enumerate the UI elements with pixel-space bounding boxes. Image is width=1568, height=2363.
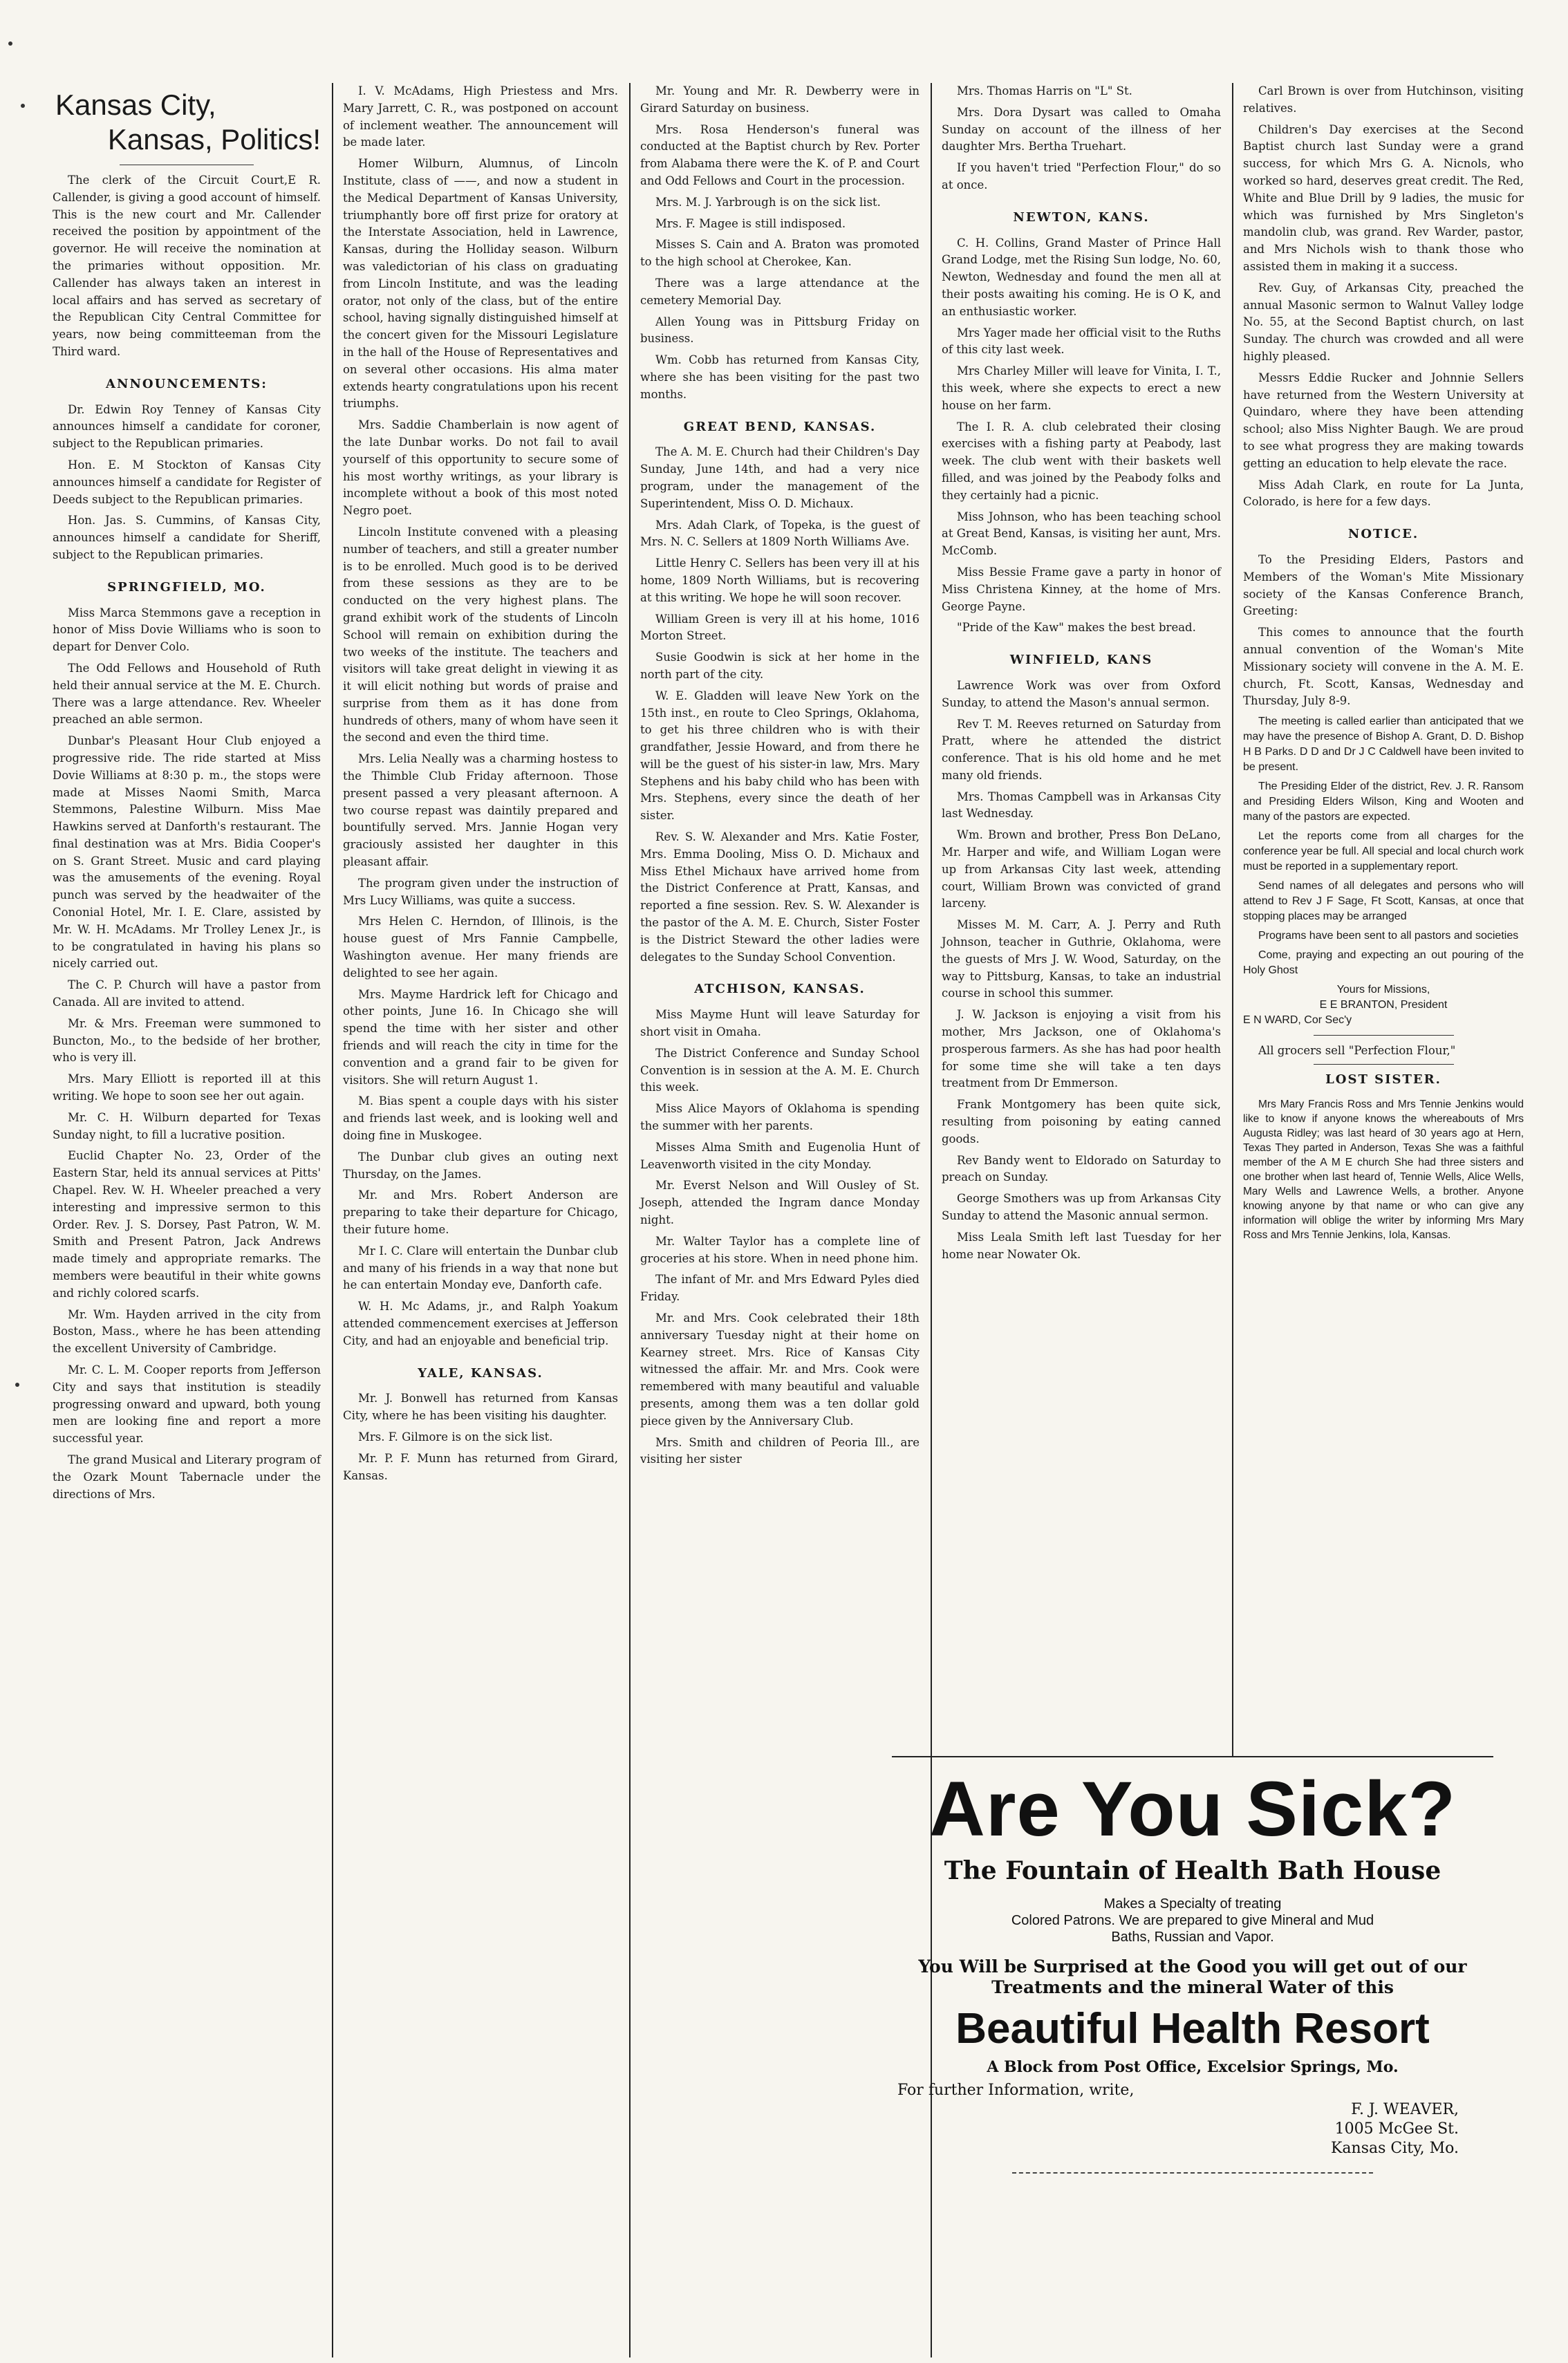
article-paragraph: Homer Wilburn, Alumnus, of Lincoln Institute, class of ——, and now a student in the Medical Department of Kansas University, triumphantly bore off first prize for oratory at the Interstate Association, held in Lawrence, Kansas, during the Holliday season. Wilburn was valedictorian of his class on graduating from Lincoln Institute, and was the leading orator, not only of the class, but of the entire school, having signally distinguished himself at the concert given for the Missouri Legislature in the hall of the House of Representatives and on several other occasions. His alma mater extends hearty congratulations upon his recent triumphs. bbox=[343, 157, 618, 411]
article-paragraph: Mrs. Rosa Henderson's funeral was conducted at the Baptist church by Rev. Porter from Alabama there were the K. of P. and Court and Odd Fellows and Court in the procession. bbox=[640, 122, 920, 187]
article-paragraph: This comes to announce that the fourth annual convention of the Woman's Mite Missionary society will convene in the A. M. E. church, Ft. Scott, Kansas, Wednesday and Thursday, July 8-9. bbox=[1243, 626, 1524, 708]
article-paragraph: The I. R. A. club celebrated their closing exercises with a fishing party at Peabody, last week. The club went with their baskets well filled, and was joined by the Peabody folks and they certainly had a picnic. bbox=[942, 420, 1221, 502]
section-heading-notice: NOTICE. bbox=[1347, 527, 1419, 542]
ad-location: A Block from Post Office, Excelsior Springs, Mo. bbox=[987, 2058, 1399, 2076]
ad-surprise-line: Treatments and the mineral Water of this bbox=[991, 1977, 1394, 1997]
article-paragraph: Let the reports come from all charges for the conference year be full. All special and local church work must be reported in a supplementary report. bbox=[1243, 830, 1524, 873]
article-paragraph: I. V. McAdams, High Priestess and Mrs. Mary Jarrett, C. R., was postponed on account of inclement weather. The announcement will be made later. bbox=[343, 84, 618, 149]
column-4 bbox=[931, 83, 1232, 1756]
column-1 bbox=[41, 83, 332, 2357]
column-2 bbox=[332, 83, 629, 2357]
column-3 bbox=[629, 83, 931, 2357]
article-paragraph: Send names of all delegates and persons who will attend to Rev J F Sage, Ft Scott, Kansas, at once that stopping places may be arranged bbox=[1243, 880, 1524, 923]
article-paragraph: Mrs. F. Magee is still indisposed. bbox=[655, 216, 846, 230]
signature-line: Yours for Missions, bbox=[1336, 984, 1430, 996]
article-paragraph: Rev. Guy, of Arkansas City, preached the annual Masonic sermon to Walnut Valley lodge No. 55, at the Second Baptist church, on last Sunday. The church was crowded and all were highly pleased. bbox=[1243, 281, 1524, 363]
article-paragraph: Miss Johnson, who has been teaching school at Great Bend, Kansas, is visiting her aunt, Mrs. McComb. bbox=[942, 510, 1221, 558]
article-paragraph: Lincoln Institute convened with a pleasing number of teachers, and still a greater number is to be enrolled. Much good is to be derived from these sessions as they are to be conducted on the very highest plans. The grand exhibit work of the students of Lincoln School will remain on exhibition during the two weeks of the institute. The teachers and visitors will take great delight in viewing it as it will elicit nothing but words of praise and surprise from them as it has done from hundreds of others, many of whom have seen it the second and even the third time. bbox=[343, 525, 618, 745]
ad-surprise-line: You Will be Surprised at the Good you will get out of our bbox=[918, 1956, 1467, 1977]
column-5 bbox=[1232, 83, 1535, 1756]
article-paragraph: C. H. Collins, Grand Master of Prince Hall Grand Lodge, met the Rising Sun lodge, No. 60, Newton, Wednesday and found the men all at their posts awaiting his coming. He is O K, and an enthusiastic worker. bbox=[942, 236, 1221, 318]
article-paragraph: Frank Montgomery has been quite sick, resulting from poisoning by eating canned goods. bbox=[942, 1098, 1221, 1146]
section-heading-atchison: ATCHISON, KANSAS. bbox=[694, 982, 866, 997]
article-paragraph: "Pride of the Kaw" makes the best bread. bbox=[957, 621, 1196, 635]
article-paragraph: Mr. Walter Taylor has a complete line of groceries at his store. When in need phone him. bbox=[640, 1234, 920, 1265]
article-paragraph: Mr. and Mrs. Cook celebrated their 18th anniversary Tuesday night at their home on Kearney street. Mrs. Rice of Kansas City witnessed the affair. Mr. and Mrs. Cook were remembered with many beautiful and valuable presents, among them was a ten dollar gold piece given by the Anniversary Club. bbox=[640, 1311, 920, 1428]
article-paragraph: Mr. Wm. Hayden arrived in the city from Boston, Mass., where he has been attending the excellent University of Cambridge. bbox=[53, 1307, 321, 1356]
article-paragraph: Dunbar's Pleasant Hour Club enjoyed a progressive ride. The ride started at Miss Dovie Williams at 8:30 p. m., the stops were made at Misses Naomi Smith, Marca Stemmons, Palestine Wilburn. Miss Mae Hawkins served at Danforth's restaurant. The final destination was at Mrs. Bidia Cooper's on S. Grant Street. Music and card playing was the amusements of the evening. Royal punch was served by the headwaiter of the Cononial Hotel, Mr. I. E. Clare, assisted by Mr. W. H. McAdams. Mr Trolley Lenex Jr., is to be congratulated in having his plans so nicely carried out. bbox=[53, 734, 321, 971]
article-paragraph: M. Bias spent a couple days with his sister and friends last week, and is looking well and doing fine in Muskogee. bbox=[343, 1094, 618, 1143]
scan-speck bbox=[15, 1383, 19, 1387]
ad-contact-city: Kansas City, Mo. bbox=[1331, 2140, 1459, 2157]
article-paragraph: Misses M. M. Carr, A. J. Perry and Ruth Johnson, teacher in Guthrie, Oklahoma, were the guests of Mrs J. W. Wood, Saturday, on the way to Pittsburg, Kansas, to take an industrial course in school this summer. bbox=[942, 918, 1221, 1000]
ad-bottom-dashes bbox=[1012, 2172, 1373, 2174]
article-paragraph: Mrs Mary Francis Ross and Mrs Tennie Jenkins would like to know if anyone knows the whereabouts of Mrs Augusta Ridley; was last heard of 30 years ago at Hern, Texas They parted in Anderson, Texas She was a faithful member of the A M E church She had three sisters and one brother when last heard of, Tennie Wells, Alice Wells, Mary Wells and Lawrence Wells, a brother. Anyone knowing anyone by that name or who can give any information will oblige the writer by informing Mrs Mary Ross and Mrs Tennie Jenkins, Iola, Kansas. bbox=[1243, 1098, 1524, 1241]
article-paragraph: Lawrence Work was over from Oxford Sunday, to attend the Mason's annual sermon. bbox=[942, 678, 1221, 709]
section-heading-yale: YALE, KANSAS. bbox=[418, 1365, 543, 1381]
article-paragraph: The A. M. E. Church had their Children's Day Sunday, June 14th, and had a very nice program, under the management of the Superintendent, Miss O. D. Michaux. bbox=[640, 445, 920, 510]
article-paragraph: Dr. Edwin Roy Tenney of Kansas City announces himself a candidate for coroner, subject to the Republican primaries. bbox=[53, 402, 321, 451]
article-paragraph: Mrs. Adah Clark, of Topeka, is the guest of Mrs. N. C. Sellers at 1809 North Williams Ave. bbox=[640, 518, 920, 549]
article-paragraph: Mr. and Mrs. Robert Anderson are preparing to take their departure for Chicago, their future home. bbox=[343, 1188, 618, 1236]
article-paragraph: Allen Young was in Pittsburg Friday on business. bbox=[640, 315, 920, 346]
article-paragraph: The C. P. Church will have a pastor from Canada. All are invited to attend. bbox=[53, 978, 321, 1009]
article-paragraph: Mr. C. L. M. Cooper reports from Jefferson City and says that institution is steadily progressing onward and upward, both young men are looking fine and report a more successful year. bbox=[53, 1363, 321, 1446]
article-paragraph: The Odd Fellows and Household of Ruth held their annual service at the M. E. Church. There was a large attendance. Rev. Wheeler preached an able sermon. bbox=[53, 661, 321, 727]
ad-headline: Are You Sick? bbox=[929, 1766, 1456, 1852]
article-paragraph: Mr. & Mrs. Freeman were summoned to Buncton, Mo., to the bedside of her brother, who is very ill. bbox=[53, 1016, 321, 1065]
article-paragraph: The District Conference and Sunday School Convention is in session at the A. M. E. Church this week. bbox=[640, 1046, 920, 1094]
article-paragraph: Mr I. C. Clare will entertain the Dunbar club and many of his friends in a way that none but he can entertain Monday eve, Danforth cafe. bbox=[343, 1244, 618, 1292]
scan-speck bbox=[21, 104, 25, 108]
article-paragraph: Mrs. Thomas Harris on "L" St. bbox=[957, 84, 1132, 97]
article-paragraph: Mr. Everst Nelson and Will Ousley of St. Joseph, attended the Ingram dance Monday night. bbox=[640, 1179, 920, 1227]
section-heading-winfield: WINFIELD, KANS bbox=[1009, 653, 1153, 668]
section-heading-great-bend: GREAT BEND, KANSAS. bbox=[683, 419, 877, 434]
ad-contact-street: 1005 McGee St. bbox=[1334, 2120, 1459, 2138]
ad-specialty-line: Makes a Specialty of treating bbox=[1103, 1896, 1282, 1912]
article-paragraph: Euclid Chapter No. 23, Order of the Eastern Star, held its annual services at Pitts' Chapel. Rev. W. H. Wheeler preached a very interesting and impressive sermon to this Order. Rev. J. S. Dorsey, Past Patron, W. M. Smith and Present Patron, Jack Andrews made timely and appropriate remarks. The members were beautiful in their white gowns and richly colored scarfs. bbox=[53, 1149, 321, 1300]
advertisement-health-resort bbox=[892, 1756, 1493, 2275]
article-paragraph: Mrs. Smith and children of Peoria Ill., are visiting her sister bbox=[640, 1435, 920, 1466]
article-paragraph: William Green is very ill at his home, 1016 Morton Street. bbox=[640, 612, 920, 643]
scan-speck bbox=[8, 41, 12, 46]
ad-resort-title: Beautiful Health Resort bbox=[955, 2005, 1430, 2053]
article-paragraph: Programs have been sent to all pastors and societies bbox=[1258, 930, 1519, 942]
ad-top-rule bbox=[892, 1756, 1493, 1757]
article-paragraph: Mr. C. H. Wilburn departed for Texas Sunday night, to fill a lucrative position. bbox=[53, 1110, 321, 1141]
article-paragraph: Mrs. M. J. Yarbrough is on the sick list. bbox=[655, 195, 881, 209]
article-paragraph: The infant of Mr. and Mrs Edward Pyles died Friday. bbox=[640, 1273, 920, 1304]
article-paragraph: The Presiding Elder of the district, Rev. J. R. Ransom and Presiding Elders Wilson, King and Wooten and many of the pastors are expected. bbox=[1243, 781, 1524, 823]
article-paragraph: Mrs. Saddie Chamberlain is now agent of the late Dunbar works. Do not fail to avail yourself of this opportunity to secure some of his most worthy writings, as your library is incomplete without a book of this most noted Negro poet. bbox=[343, 418, 618, 518]
article-paragraph: Rev Bandy went to Eldorado on Saturday to preach on Sunday. bbox=[942, 1153, 1221, 1184]
article-paragraph: Misses S. Cain and A. Braton was promoted to the high school at Cherokee, Kan. bbox=[640, 238, 920, 269]
article-paragraph: Miss Mayme Hunt will leave Saturday for short visit in Omaha. bbox=[640, 1008, 920, 1039]
article-paragraph: The program given under the instruction of Mrs Lucy Williams, was quite a success. bbox=[343, 876, 618, 907]
article-paragraph: Rev. S. W. Alexander and Mrs. Katie Foster, Mrs. Emma Dooling, Miss O. D. Michaux and Miss Ethel Michaux have arrived home from the District Conference at Pratt, Kansas, and reported a fine session. Rev. S. W. Alexander is the pastor of the A. M. E. Church, Sister Foster is the District Steward the other ladies were delegates to the Sunday School Convention. bbox=[640, 830, 920, 964]
article-paragraph: W. E. Gladden will leave New York on the 15th inst., en route to Cleo Springs, Oklahoma, to get his three children who is with their grandfather, Jessie Howard, and from there he will be the guest of his sister-in law, Mrs. Mary Stephens and his baby child who has been with Mrs. Stephens, every since the death of her sister. bbox=[640, 689, 920, 823]
article-paragraph: Mr. Young and Mr. R. Dewberry were in Girard Saturday on business. bbox=[640, 84, 920, 115]
article-paragraph: Misses Alma Smith and Eugenolia Hunt of Leavenworth visited in the city Monday. bbox=[640, 1140, 920, 1171]
article-paragraph: Miss Leala Smith left last Tuesday for her home near Nowater Ok. bbox=[942, 1230, 1221, 1261]
article-paragraph: Miss Bessie Frame gave a party in honor of Miss Christena Kinney, at the home of Mrs. George Payne. bbox=[942, 565, 1221, 613]
article-paragraph: The meeting is called earlier than anticipated that we may have the presence of Bishop A. Grant, D. D. Bishop H B Parks. D D and Dr J C Caldwell have been invited to be present. bbox=[1243, 716, 1524, 774]
article-paragraph: Rev T. M. Reeves returned on Saturday from Pratt, where he attended the district conference. That is his old home and he met many old friends. bbox=[942, 717, 1221, 782]
section-heading-announcements: ANNOUNCEMENTS: bbox=[106, 376, 268, 391]
ad-specialty-line: Colored Patrons. We are prepared to give Mineral and Mud bbox=[1011, 1913, 1374, 1928]
divider bbox=[1314, 1064, 1454, 1065]
headline-politics: Kansas, Politics! bbox=[107, 123, 321, 156]
article-paragraph: The Dunbar club gives an outing next Thursday, on the James. bbox=[343, 1150, 618, 1181]
article-paragraph: Miss Alice Mayors of Oklahoma is spending the summer with her parents. bbox=[640, 1102, 920, 1133]
article-paragraph: Mrs Helen C. Herndon, of Illinois, is the house guest of Mrs Fannie Campbelle, Washington avenue. Her many friends are delighted to see her again. bbox=[343, 915, 618, 980]
article-paragraph: Wm. Brown and brother, Press Bon DeLano, Mr. Harper and wife, and William Logan were up from Arkansas City last week, attending court, William Brown was convicted of grand larceny. bbox=[942, 828, 1221, 910]
article-paragraph: W. H. Mc Adams, jr., and Ralph Yoakum attended commencement exercises at Jefferson City, and had an enjoyable and beneficial trip. bbox=[343, 1300, 618, 1347]
article-paragraph: The clerk of the Circuit Court,E R. Callender, is giving a good account of himself. This is the new court and Mr. Callender received the position by appointment of the governor. He will receive the nomination at the primaries without opposition. Mr. Callender has always taken an interest in local affairs and has served as secretary of the Republican City Central Committee for years, now being committeeman from the Third ward. bbox=[53, 174, 321, 358]
ad-info-line: For further Information, write, bbox=[897, 2082, 1135, 2099]
article-paragraph: To the Presiding Elders, Pastors and Members of the Woman's Mite Missionary society of the Kansas Conference Branch, Greeting: bbox=[1243, 552, 1524, 618]
signature-line: E N WARD, Cor Sec'y bbox=[1243, 1014, 1352, 1027]
headline-kansas-city: Kansas City, bbox=[55, 88, 216, 121]
section-heading-newton: NEWTON, KANS. bbox=[1013, 209, 1150, 225]
article-paragraph: Children's Day exercises at the Second Baptist church last Sunday were a grand success, for which Mrs G. A. Nicnols, who worked so hard, deserves great credit. The Red, White and Blue Drill by 9 ladies, the music for which was furnished by Mrs Singleton's mandolin club, was grand. Rev Warder, pastor, and Mrs Nichols wish to thank those who assisted them in making it a success. bbox=[1243, 122, 1524, 273]
signature-line: E E BRANTON, President bbox=[1319, 999, 1448, 1011]
article-paragraph: Mrs. F. Gilmore is on the sick list. bbox=[358, 1430, 553, 1444]
article-paragraph: Messrs Eddie Rucker and Johnnie Sellers have returned from the Western University at Quindaro, where they have been attending school; also Miss Nighter Baugh. We are proud to see what progress they are making towards getting an education to help elevate the race. bbox=[1243, 371, 1524, 470]
section-heading-lost-sister: LOST SISTER. bbox=[1325, 1072, 1441, 1087]
ad-specialty-line: Baths, Russian and Vapor. bbox=[1111, 1930, 1274, 1945]
article-paragraph: Carl Brown is over from Hutchinson, visiting relatives. bbox=[1243, 84, 1524, 115]
article-paragraph: Come, praying and expecting an out pouring of the Holy Ghost bbox=[1243, 949, 1524, 977]
article-paragraph: Mrs. Mary Elliott is reported ill at this writing. We hope to soon see her out again. bbox=[53, 1072, 321, 1103]
article-paragraph: Hon. E. M Stockton of Kansas City announces himself a candidate for Register of Deeds subject to the Republican primaries. bbox=[53, 458, 321, 506]
section-heading-springfield: SPRINGFIELD, MO. bbox=[107, 579, 266, 595]
article-paragraph: Susie Goodwin is sick at her home in the north part of the city. bbox=[640, 651, 920, 681]
article-paragraph: The grand Musical and Literary program of the Ozark Mount Tabernacle under the directions of Mrs. bbox=[53, 1453, 321, 1501]
article-paragraph: Mrs Yager made her official visit to the Ruths of this city last week. bbox=[942, 326, 1221, 357]
article-paragraph: Mrs Charley Miller will leave for Vinita, I. T., this week, where she expects to erect a new house on her farm. bbox=[942, 364, 1221, 412]
article-paragraph: Mrs. Lelia Neally was a charming hostess to the Thimble Club Friday afternoon. Those present passed a very pleasant afternoon. A two course repast was daintily prepared and bountifully served. Mrs. Jannie Hogan very graciously assisted her daughter in this pleasant affair. bbox=[343, 752, 618, 869]
article-paragraph: George Smothers was up from Arkansas City Sunday to attend the Masonic annual sermon. bbox=[942, 1192, 1221, 1223]
article-paragraph: Little Henry C. Sellers has been very ill at his home, 1809 North Williams, but is recovering at this writing. We hope he will soon recover. bbox=[640, 557, 920, 604]
article-paragraph: Hon. Jas. S. Cummins, of Kansas City, announces himself a candidate for Sheriff, subject to the Republican primaries. bbox=[53, 514, 321, 561]
article-paragraph: Mr. J. Bonwell has returned from Kansas City, where he has been visiting his daughter. bbox=[343, 1392, 618, 1423]
divider bbox=[1314, 1035, 1454, 1036]
article-paragraph: J. W. Jackson is enjoying a visit from his mother, Mrs Jackson, one of Oklahoma's prosperous farmers. As she has had poor health for some time she will take a ten days treatment from Dr Emmerson. bbox=[942, 1008, 1221, 1090]
article-paragraph: All grocers sell "Perfection Flour," bbox=[1258, 1044, 1456, 1058]
article-paragraph: Mrs. Thomas Campbell was in Arkansas City last Wednesday. bbox=[942, 790, 1221, 821]
article-paragraph: Miss Marca Stemmons gave a reception in honor of Miss Dovie Williams who is soon to depart for Denver Colo. bbox=[53, 606, 321, 654]
article-paragraph: If you haven't tried "Perfection Flour," do so at once. bbox=[942, 161, 1221, 192]
article-paragraph: Mrs. Dora Dysart was called to Omaha Sunday on account of the illness of her daughter Mrs. Bertha Truehart. bbox=[942, 105, 1221, 153]
article-paragraph: Wm. Cobb has returned from Kansas City, where she has been visiting for the past two months. bbox=[640, 353, 920, 401]
article-paragraph: There was a large attendance at the cemetery Memorial Day. bbox=[640, 276, 920, 307]
article-paragraph: Mrs. Mayme Hardrick left for Chicago and other points, June 16. In Chicago she will spend the time with her sister and other friends and will reach the city in time for the convention and a grand fair to be given for visitors. She will return August 1. bbox=[343, 987, 618, 1087]
article-paragraph: Miss Adah Clark, en route for La Junta, Colorado, is here for a few days. bbox=[1243, 478, 1524, 509]
ad-subheading: The Fountain of Health Bath House bbox=[944, 1856, 1441, 1885]
article-paragraph: Mr. P. F. Munn has returned from Girard, Kansas. bbox=[343, 1451, 618, 1482]
ad-contact-name: F. J. WEAVER, bbox=[1351, 2101, 1459, 2118]
